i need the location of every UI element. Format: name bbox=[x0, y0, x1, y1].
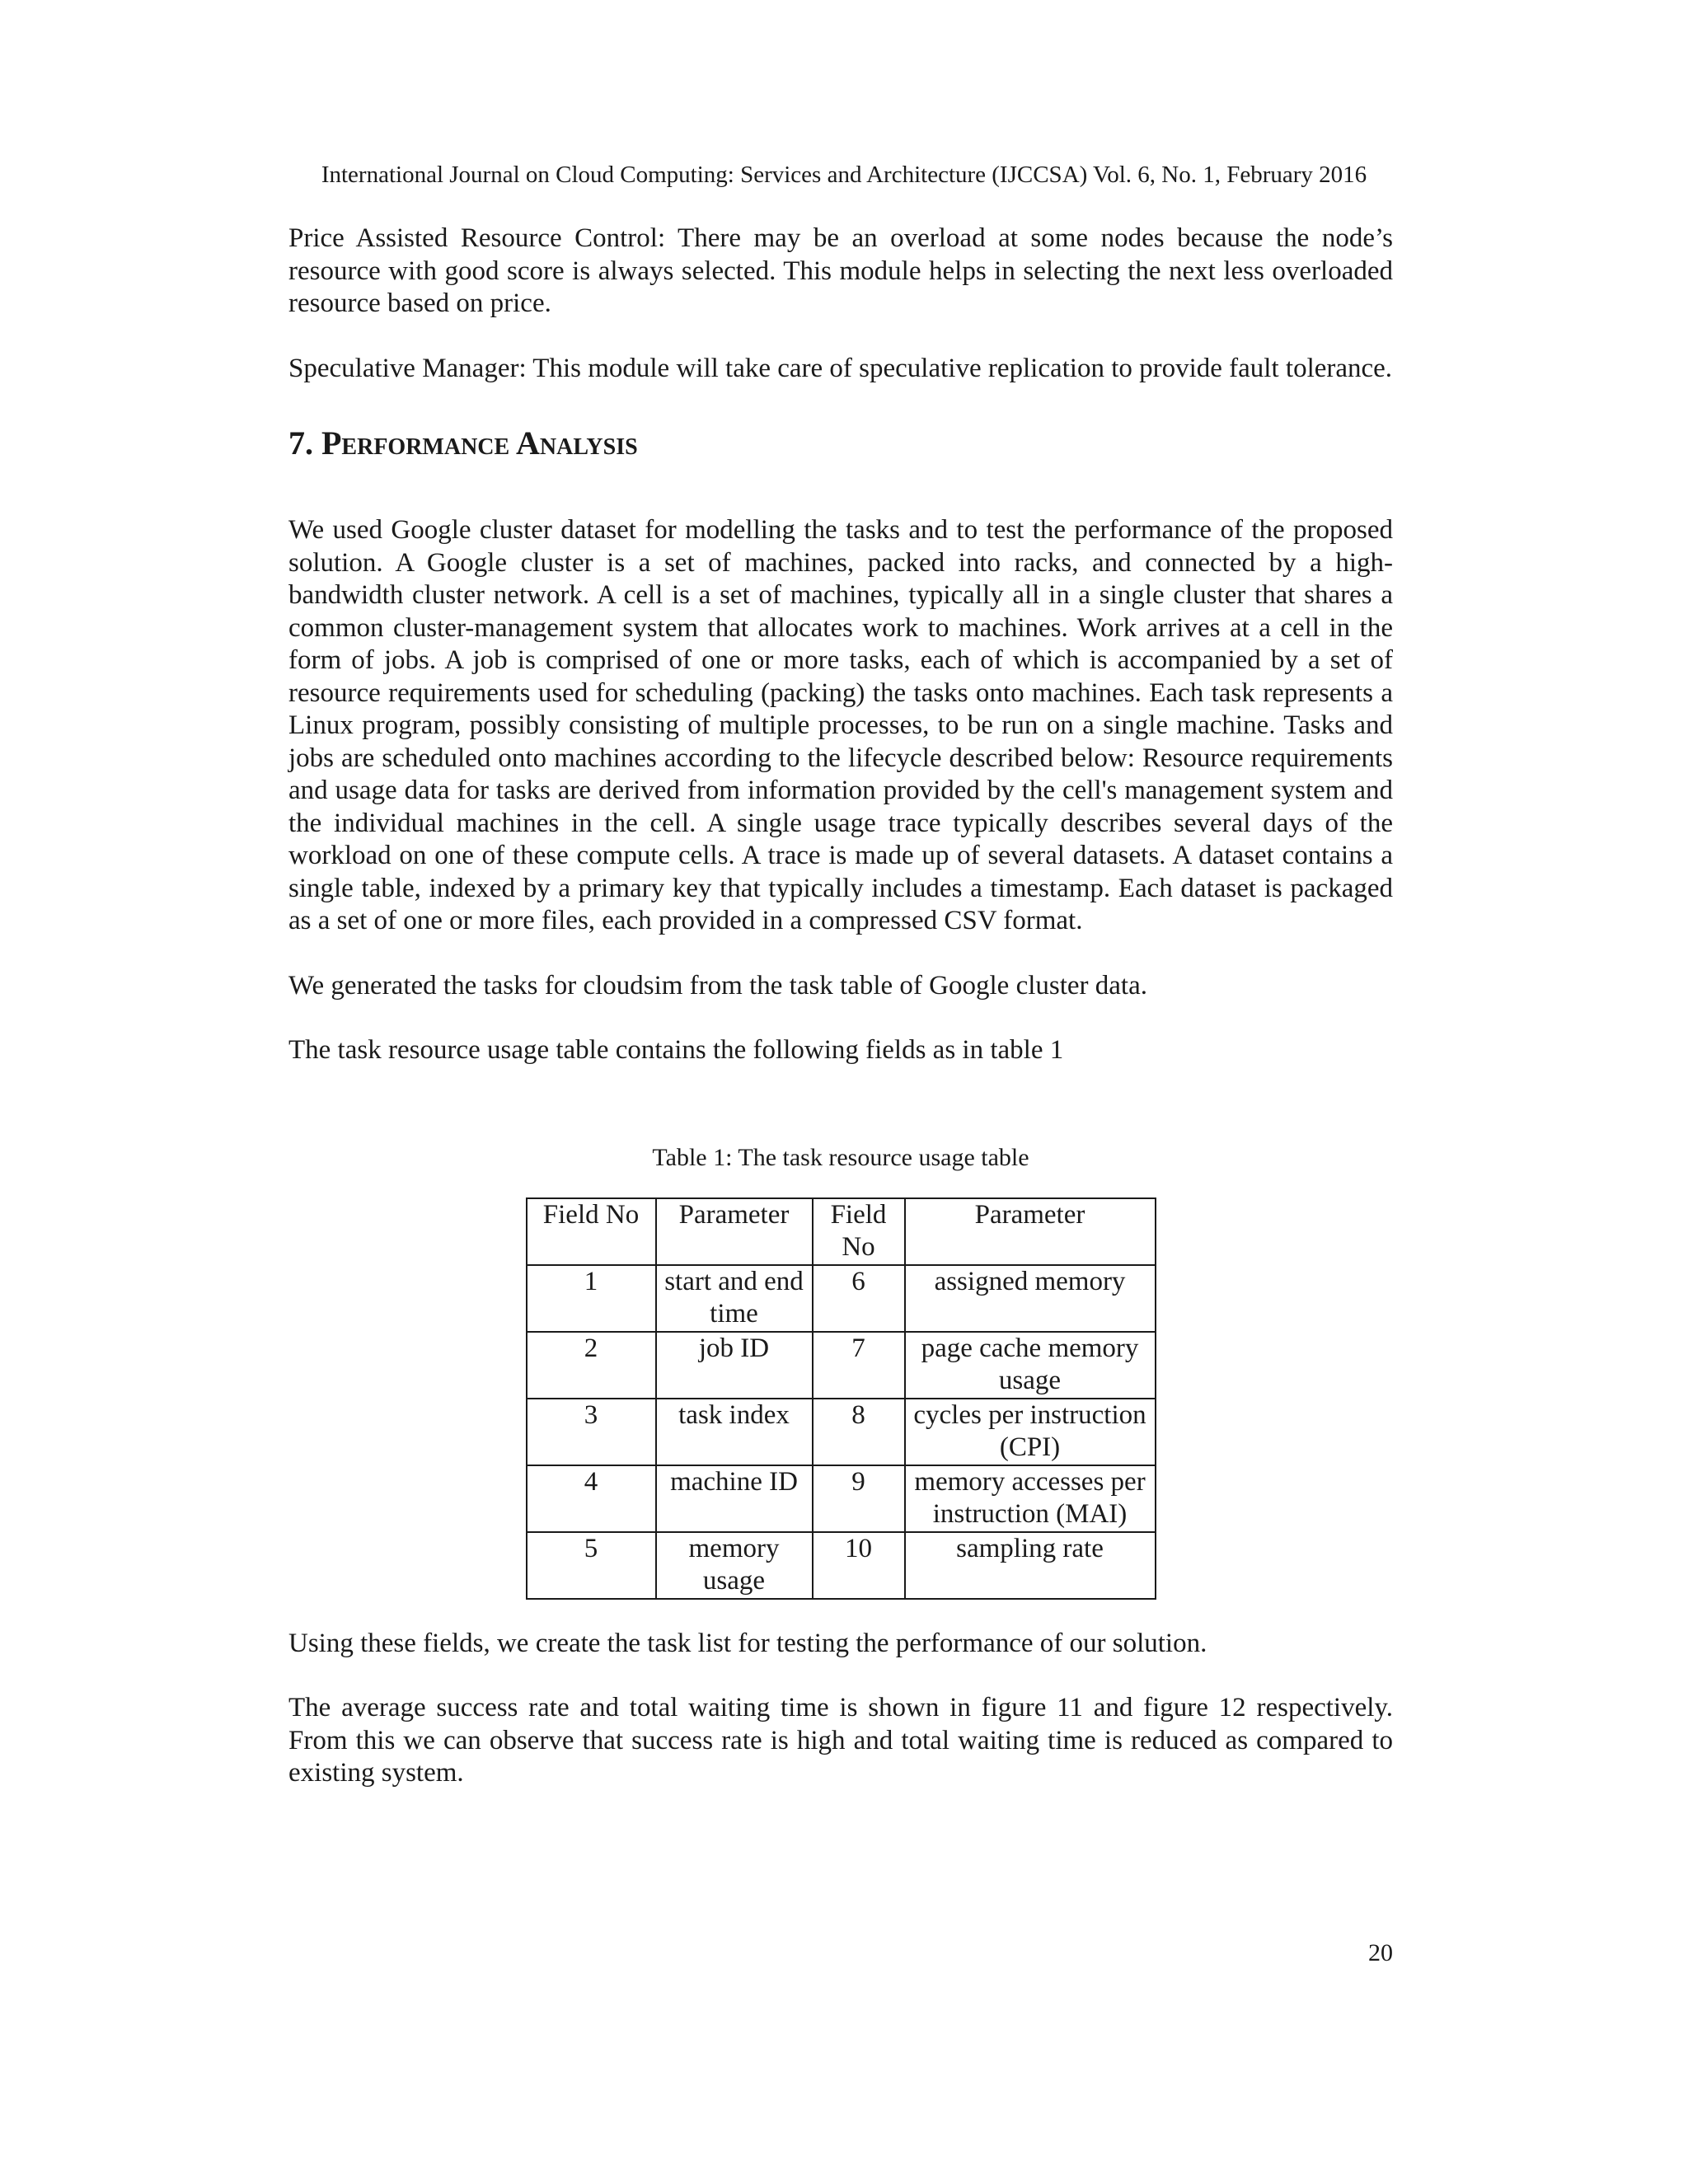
table-cell: sampling rate bbox=[905, 1532, 1156, 1599]
table-row bbox=[527, 1265, 1156, 1332]
table-cell: 1 bbox=[527, 1265, 656, 1332]
table-row bbox=[527, 1399, 1156, 1465]
table-cell: assigned memory bbox=[905, 1265, 1156, 1332]
table-header-cell: Field No bbox=[813, 1198, 905, 1265]
table-cell: 6 bbox=[813, 1265, 905, 1332]
table-cell: start and end time bbox=[656, 1265, 813, 1332]
table-caption: Table 1: The task resource usage table bbox=[652, 1143, 1029, 1171]
page-number: 20 bbox=[1368, 1939, 1393, 1966]
table-cell: 7 bbox=[813, 1332, 905, 1399]
paragraph-google-cluster-dataset: We used Google cluster dataset for modelling the tasks and to test the performance of the proposed solution. A Google cluster is a set of machines, packed into racks, and connected by a high-bandwidth cluster network. A cell is a set of machines, typically all in a single cluster that shares a common cluster-management system that allocates work to machines. Work arrives at a cell in the form of jobs. A job is comprised of one or more tasks, each of which is accompanied by a set of resource requirements used for scheduling (packing) the tasks onto machines. Each task represents a Linux program, possibly consisting of multiple processes, to be run on a single machine. Tasks and jobs are scheduled onto machines according to the lifecycle described below: Resource requirements and usage data for tasks are derived from information provided by the cell's management system and the individual machines in the cell. A single usage trace typically describes several days of the workload on one of these compute cells. A trace is made up of several datasets. A dataset contains a single table, indexed by a primary key that typically includes a timestamp. Each dataset is packaged as a set of one or more files, each provided in a compressed CSV format. bbox=[288, 515, 1393, 935]
table-row bbox=[527, 1465, 1156, 1532]
paragraph-price-assisted-resource-control: Price Assisted Resource Control: There may be an overload at some nodes because the node’s resource with good score is always selected. This module helps in selecting the next less overloaded resource based on price. bbox=[288, 223, 1393, 318]
table-cell: 3 bbox=[527, 1399, 656, 1465]
section-heading: 7. Performance Analysis bbox=[288, 424, 638, 462]
task-resource-usage-table bbox=[526, 1197, 1156, 1600]
table-cell: 10 bbox=[813, 1532, 905, 1599]
table-header-cell: Parameter bbox=[656, 1198, 813, 1265]
table-cell: cycles per instruction (CPI) bbox=[905, 1399, 1156, 1465]
table-row bbox=[527, 1332, 1156, 1399]
running-header: International Journal on Cloud Computing: Services and Architecture (IJCCSA) Vol. 6, No. 1, February 2016 bbox=[321, 162, 1367, 188]
table-cell: 8 bbox=[813, 1399, 905, 1465]
table-cell: 5 bbox=[527, 1532, 656, 1599]
table-header-cell: Parameter bbox=[905, 1198, 1156, 1265]
table-cell: memory accesses per instruction (MAI) bbox=[905, 1465, 1156, 1532]
table-cell: job ID bbox=[656, 1332, 813, 1399]
table-cell: memory usage bbox=[656, 1532, 813, 1599]
table-header-row bbox=[527, 1198, 1156, 1265]
table-header-cell: Field No bbox=[527, 1198, 656, 1265]
page-content bbox=[288, 223, 1393, 1822]
table-cell: 2 bbox=[527, 1332, 656, 1399]
table-wrapper bbox=[288, 1197, 1393, 1600]
table-cell: task index bbox=[656, 1399, 813, 1465]
table-row bbox=[527, 1532, 1156, 1599]
table-cell: page cache memory usage bbox=[905, 1332, 1156, 1399]
paragraph-results-summary: The average success rate and total waiting time is shown in figure 11 and figure 12 respectively. From this we can observe that success rate is high and total waiting time is reduced as compared to existing system. bbox=[288, 1693, 1393, 1788]
paragraph-speculative-manager: Speculative Manager: This module will take care of speculative replication to provide fault tolerance. bbox=[288, 353, 1393, 383]
table-cell: 4 bbox=[527, 1465, 656, 1532]
table-cell: machine ID bbox=[656, 1465, 813, 1532]
paragraph-generated-tasks: We generated the tasks for cloudsim from the task table of Google cluster data. bbox=[288, 970, 1147, 1001]
paragraph-table-intro: The task resource usage table contains the following fields as in table 1 bbox=[288, 1035, 1064, 1065]
paragraph-task-list: Using these fields, we create the task list for testing the performance of our solution. bbox=[288, 1628, 1207, 1658]
table-cell: 9 bbox=[813, 1465, 905, 1532]
